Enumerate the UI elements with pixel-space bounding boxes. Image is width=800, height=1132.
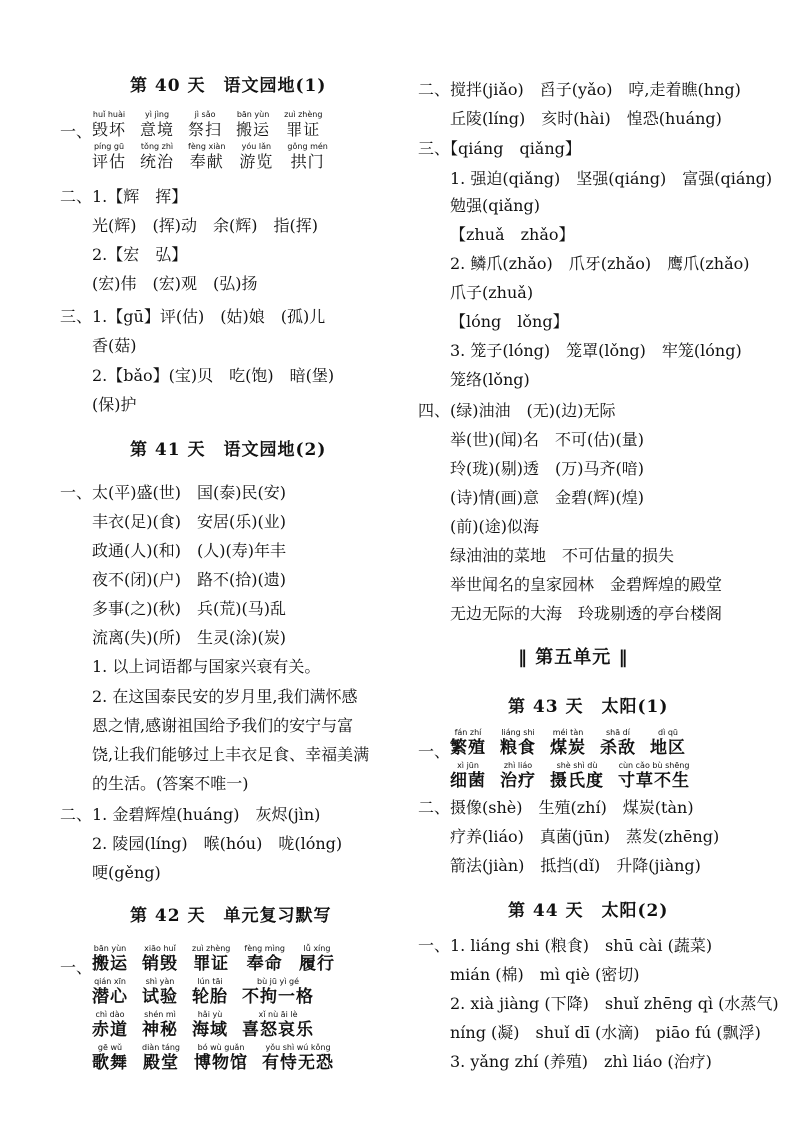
day43-row1 — [450, 728, 700, 758]
text-line: 疗养(liáo) 真菌(jūn) 蒸发(zhēng) — [450, 827, 720, 846]
unit-title: ‖ 第五单元 ‖ — [518, 647, 629, 668]
text-line: 举(世)(闻)名 不可(估)(量) — [450, 430, 644, 449]
text-line: 二、1. 金碧辉煌(huáng) 灰烬(jìn) — [60, 805, 321, 824]
text-line: 2. 陵园(líng) 喉(hóu) 咙(lóng) — [92, 834, 343, 853]
word-cell: gǒng mén 拱门 — [287, 142, 328, 171]
day42-row3 — [92, 1010, 328, 1040]
day42-row2 — [92, 977, 328, 1007]
text-line: 2. 鳞爪(zhǎo) 爪牙(zhǎo) 鹰爪(zhǎo) — [450, 254, 750, 273]
text-line: 二、搅拌(jiǎo) 舀子(yǎo) 哼,走着瞧(hng) — [418, 80, 741, 99]
text-line: 四、(绿)油油 (无)(边)无际 — [418, 401, 616, 420]
word-cell: xiāo huǐ 销毁 — [142, 944, 178, 974]
text-line: (前)(途)似海 — [450, 517, 539, 536]
text-line: 流离(失)(所) 生灵(涂)(炭) — [92, 628, 286, 647]
text-line: 饶,让我们能够过上丰衣足食、幸福美满 — [92, 745, 370, 764]
text-line: 2.【bǎo】(宝)贝 吃(饱) 暗(堡) — [92, 366, 335, 385]
text-line: 举世闻名的皇家园林 金碧辉煌的殿堂 — [450, 575, 723, 594]
day40-q1-row1 — [92, 110, 336, 140]
day42-heading: 第 42 天 单元复习默写 — [130, 906, 332, 926]
text-line: 哽(gěng) — [92, 863, 161, 882]
day40-q1-row2 — [92, 142, 342, 172]
text-line: 二、摄像(shè) 生殖(zhí) 煤炭(tàn) — [418, 798, 694, 817]
text-line: (保)护 — [92, 395, 137, 414]
word-cell: shén mì 神秘 — [142, 1010, 178, 1040]
text-line: 3. 笼子(lóng) 笼罩(lǒng) 牢笼(lóng) — [450, 341, 742, 360]
word-cell: hǎi yù 海域 — [192, 1010, 228, 1040]
word-cell: méi tàn 煤炭 — [550, 728, 586, 758]
word-cell: zuì zhèng 罪证 — [284, 110, 323, 139]
text-line: 1. 以上词语都与国家兴衰有关。 — [92, 657, 321, 676]
text-line: 二、1.【辉 挥】 — [60, 187, 188, 206]
word-cell: cùn cǎo bù shēng 寸草不生 — [618, 761, 690, 791]
word-cell: chì dào 赤道 — [92, 1010, 128, 1040]
text-line: 2. 在这国泰民安的岁月里,我们满怀感 — [92, 687, 358, 706]
word-cell: fèng mìng 奉命 — [244, 944, 285, 974]
word-cell: gē wǔ 歌舞 — [92, 1043, 128, 1073]
text-line: 多事(之)(秋) 兵(荒)(马)乱 — [92, 599, 286, 618]
text-line: 2.【宏 弘】 — [92, 245, 188, 264]
text-line: 无边无际的大海 玲珑剔透的亭台楼阁 — [450, 604, 723, 623]
word-cell: diàn táng 殿堂 — [142, 1043, 181, 1073]
text-line: 2. xià jiàng (下降) shuǐ zhēng qì (水蒸气) — [450, 994, 779, 1013]
text-line: 光(辉) (挥)动 余(辉) 指(挥) — [92, 216, 318, 235]
text-line: 夜不(闭)(户) 路不(拾)(遗) — [92, 570, 286, 589]
text-line: 三、1.【gū】评(估) (姑)娘 (孤)儿 — [60, 307, 326, 326]
word-cell: jì sǎo 祭扫 — [188, 110, 223, 139]
text-line: 玲(珑)(剔)透 (万)马齐(喑) — [450, 459, 644, 478]
text-line: 一、1. liáng shi (粮食) shū cài (蔬菜) — [418, 936, 713, 955]
day44-heading: 第 44 天 太阳(2) — [508, 901, 669, 921]
text-line: 笼络(lǒng) — [450, 370, 530, 389]
day40-heading: 第 40 天 语文园地(1) — [130, 76, 327, 96]
text-line: 【lóng lǒng】 — [450, 312, 569, 331]
word-cell: shì yàn 试验 — [142, 977, 178, 1007]
text-line: (诗)情(画)意 金碧(辉)(煌) — [450, 488, 644, 507]
text-line: 丘陵(líng) 亥时(hài) 惶恐(huáng) — [450, 109, 722, 128]
text-line: 恩之情,感谢祖国给予我们的安宁与富 — [92, 716, 354, 735]
word-cell: yì jìng 意境 — [140, 110, 175, 139]
text-line: 一、太(平)盛(世) 国(泰)民(安) — [60, 483, 286, 502]
word-cell: xǐ nù āi lè 喜怒哀乐 — [242, 1010, 314, 1040]
day42-row4 — [92, 1043, 348, 1073]
word-cell: huǐ huài 毁坏 — [92, 110, 127, 139]
word-cell: bù jū yì gé 不拘一格 — [242, 977, 314, 1007]
word-cell: shā dí 杀敌 — [600, 728, 636, 758]
text-line: mián (棉) mì qiè (密切) — [450, 965, 640, 984]
text-line: 1. 强迫(qiǎng) 坚强(qiáng) 富强(qiáng) — [450, 169, 773, 188]
day40-q1-marker: 一、 — [60, 122, 93, 141]
word-cell: tǒng zhì 统治 — [140, 142, 175, 171]
text-line: 爪子(zhuǎ) — [450, 283, 534, 302]
word-cell: bān yùn 搬运 — [92, 944, 128, 974]
text-line: 【zhuǎ zhǎo】 — [450, 225, 575, 244]
word-cell: dì qū 地区 — [650, 728, 686, 758]
word-cell: yǒu shì wú kǒng 有恃无恐 — [262, 1043, 335, 1073]
word-cell: yóu lǎn 游览 — [239, 142, 274, 171]
word-cell: bān yùn 搬运 — [236, 110, 271, 139]
word-cell: bó wù guǎn 博物馆 — [194, 1043, 249, 1073]
text-line: níng (凝) shuǐ dī (水滴) piāo fú (飘浮) — [450, 1023, 761, 1042]
text-line: 绿油油的菜地 不可估量的损失 — [450, 546, 675, 565]
day43-heading: 第 43 天 太阳(1) — [508, 697, 669, 717]
text-line: (宏)伟 (宏)观 (弘)扬 — [92, 274, 258, 293]
word-cell: fèng xiàn 奉献 — [188, 142, 226, 171]
text-line: 香(菇) — [92, 336, 137, 355]
word-cell: zhì liáo 治疗 — [500, 761, 536, 791]
day43-q1-marker: 一、 — [418, 742, 451, 761]
day43-row2 — [450, 761, 704, 791]
word-cell: lǚ xíng 履行 — [298, 944, 335, 974]
text-line: 的生活。(答案不唯一) — [92, 774, 249, 793]
text-line: 丰衣(足)(食) 安居(乐)(业) — [92, 512, 286, 531]
text-line: 政通(人)(和) (人)(寿)年丰 — [92, 541, 286, 560]
word-cell: liáng shi 粮食 — [500, 728, 536, 758]
text-line: 箭法(jiàn) 抵挡(dǐ) 升降(jiàng) — [450, 856, 701, 875]
day41-heading: 第 41 天 语文园地(2) — [130, 440, 327, 460]
word-cell: fán zhí 繁殖 — [450, 728, 486, 758]
day42-q1-marker: 一、 — [60, 958, 93, 977]
word-cell: zuì zhèng 罪证 — [192, 944, 231, 974]
text-line: 勉强(qiǎng) — [450, 196, 540, 215]
text-line: 三、【qiáng qiǎng】 — [418, 139, 581, 158]
word-cell: xì jūn 细菌 — [450, 761, 486, 791]
word-cell: qián xīn 潜心 — [92, 977, 128, 1007]
day42-row1 — [92, 944, 349, 974]
word-cell: píng gū 评估 — [92, 142, 127, 171]
word-cell: lún tāi 轮胎 — [192, 977, 228, 1007]
text-line: 3. yǎng zhí (养殖) zhì liáo (治疗) — [450, 1052, 712, 1071]
word-cell: shè shì dù 摄氏度 — [550, 761, 604, 791]
